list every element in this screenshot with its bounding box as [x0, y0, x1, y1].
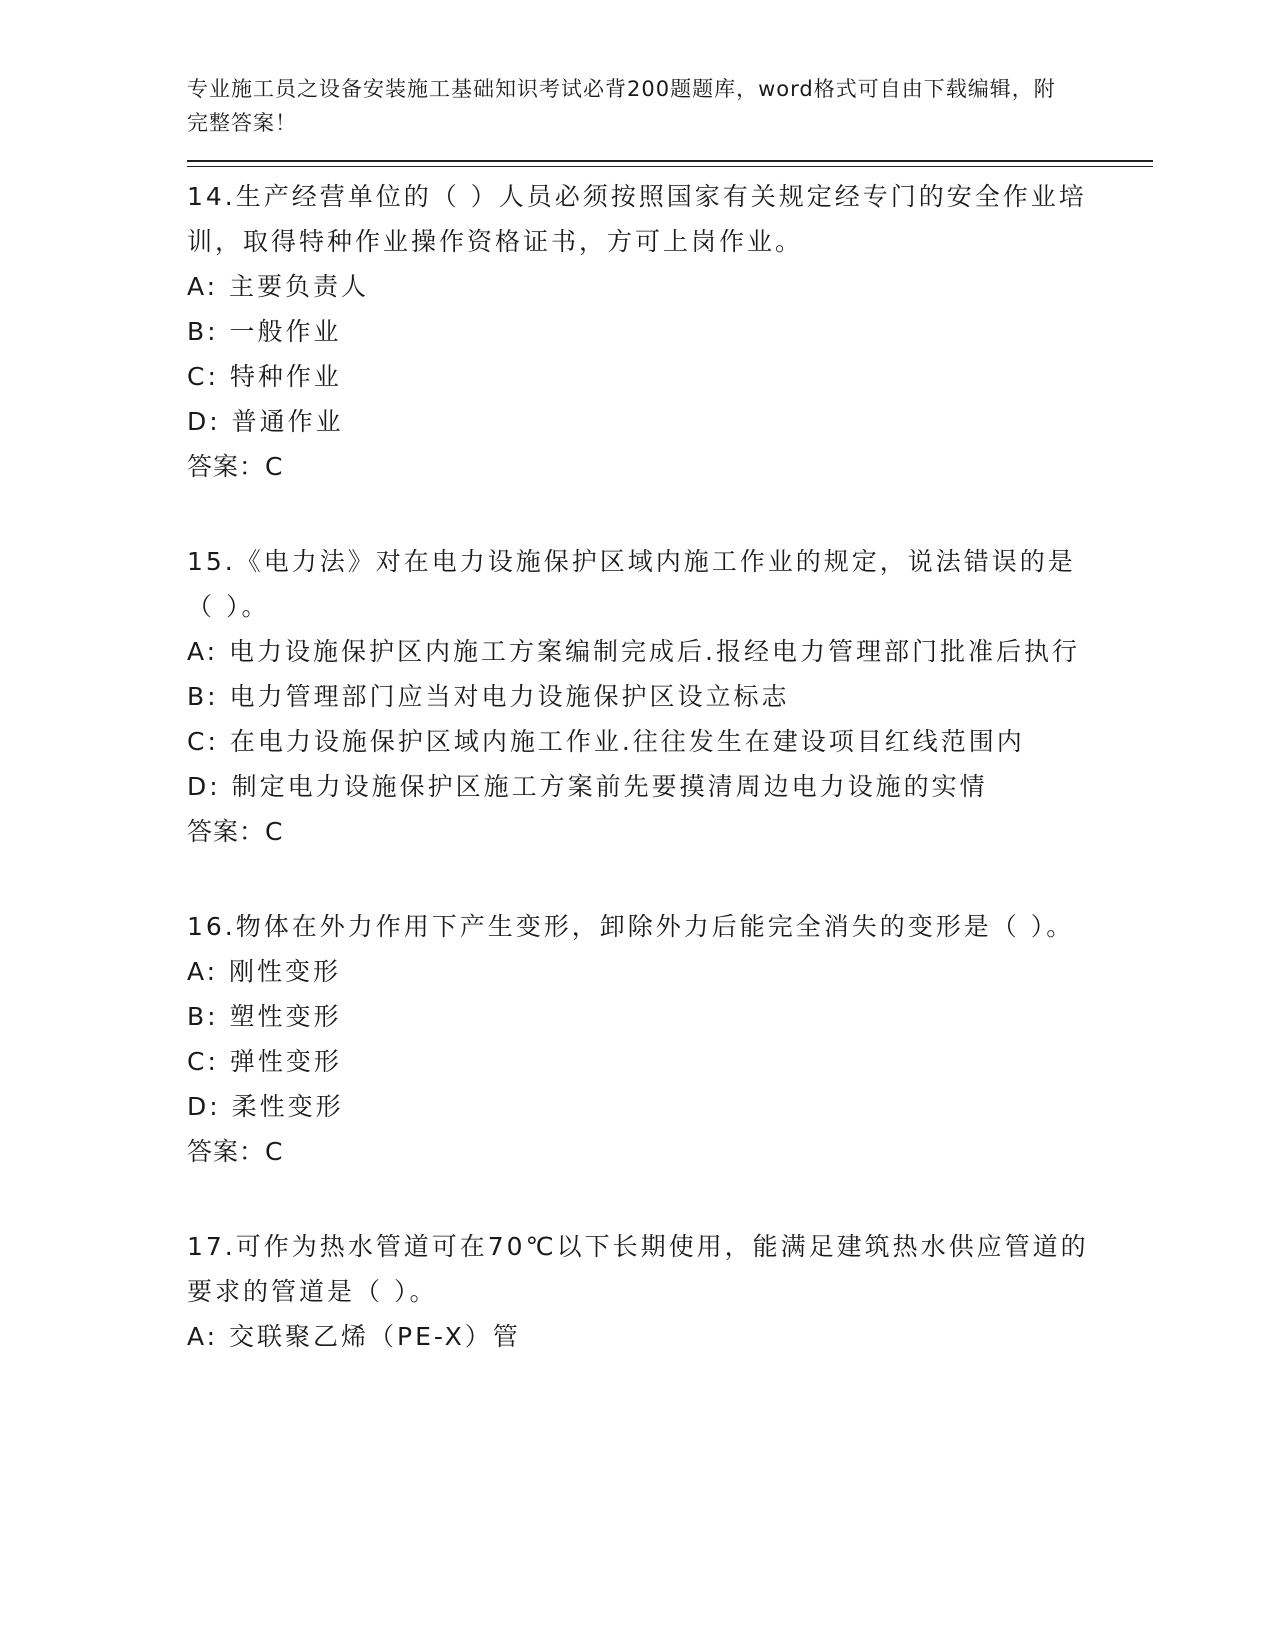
document-header: 专业施工员之设备安装施工基础知识考试必背200题题库，word格式可自由下载编辑，附完整答案！: [187, 77, 1056, 135]
option-c: C: 弹性变形: [187, 1047, 342, 1076]
option-d: D: 柔性变形: [187, 1092, 344, 1121]
option-a: A: 交联聚乙烯（PE-X）管: [187, 1322, 521, 1351]
question-16: [187, 904, 1153, 1174]
question-stem: 15.《电力法》对在电力设施保护区域内施工作业的规定，说法错误的是（ ）。: [187, 547, 1076, 621]
option-b: B: 电力管理部门应当对电力设施保护区设立标志: [187, 682, 790, 711]
option-d: D: 普通作业: [187, 407, 344, 436]
question-stem: 14.生产经营单位的（ ）人员必须按照国家有关规定经专门的安全作业培训，取得特种作业操作资格证书，方可上岗作业。: [187, 182, 1087, 256]
question-stem: 16.物体在外力作用下产生变形，卸除外力后能完全消失的变形是（ ）。: [187, 912, 1075, 941]
option-b: B: 一般作业: [187, 317, 342, 346]
question-14: [187, 174, 1153, 489]
option-c: C: 特种作业: [187, 362, 342, 391]
document-page: [187, 72, 1153, 1409]
option-a: A: 电力设施保护区内施工方案编制完成后.报经电力管理部门批准后执行: [187, 637, 1080, 666]
option-c: C: 在电力设施保护区域内施工作业.往往发生在建设项目红线范围内: [187, 727, 1025, 756]
option-b: B: 塑性变形: [187, 1002, 342, 1031]
answer: 答案：C: [187, 452, 284, 481]
answer: 答案：C: [187, 1137, 284, 1166]
answer: 答案：C: [187, 817, 284, 846]
question-stem: 17.可作为热水管道可在70℃以下长期使用，能满足建筑热水供应管道的要求的管道是（ ）。: [187, 1232, 1089, 1306]
option-d: D: 制定电力设施保护区施工方案前先要摸清周边电力设施的实情: [187, 772, 988, 801]
option-a: A: 主要负责人: [187, 272, 370, 301]
question-15: [187, 539, 1153, 854]
option-a: A: 刚性变形: [187, 957, 342, 986]
question-17: [187, 1224, 1153, 1359]
header-divider: [187, 160, 1153, 162]
